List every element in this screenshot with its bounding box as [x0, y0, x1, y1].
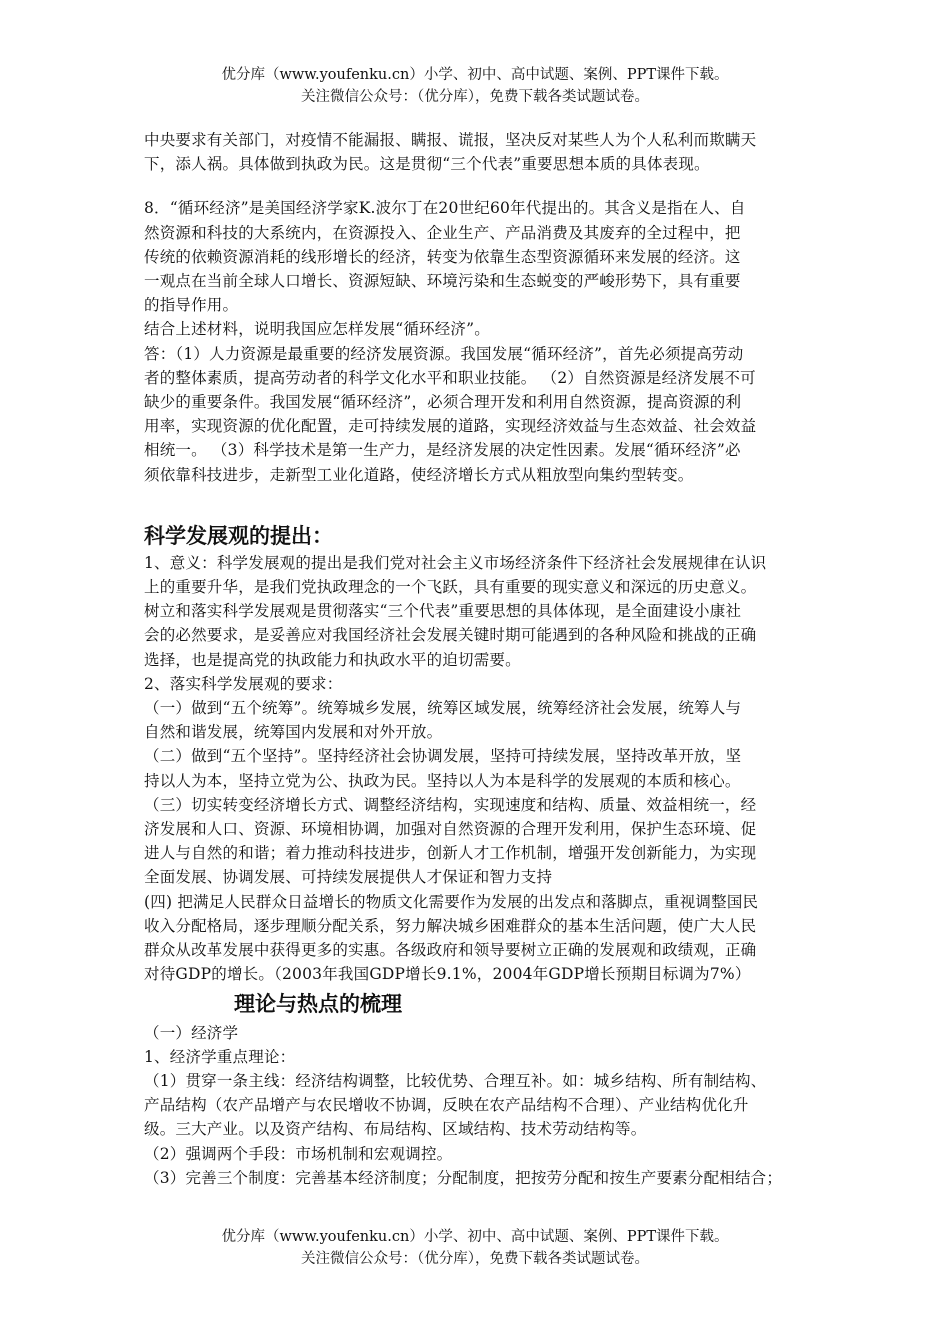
- text-line: 收入分配格局，逐步理顺分配关系，努力解决城乡困难群众的基本生活问题，使广大人民: [144, 916, 757, 935]
- text-line: 1、意义：科学发展观的提出是我们党对社会主义市场经济条件下经济社会发展规律在认识: [144, 553, 767, 572]
- section-heading: 科学发展观的提出：: [144, 523, 333, 548]
- answer-line: 答：（1）人力资源是最重要的经济发展资源。我国发展“循环经济”，首先必须提高劳动: [144, 344, 744, 363]
- text-line: 然资源和科技的大系统内，在资源投入、企业生产、产品消费及其废弃的全过程中，把: [144, 223, 741, 242]
- text-line: （一）经济学: [144, 1023, 239, 1042]
- text-line: （三）切实转变经济增长方式、调整经济结构，实现速度和结构、质量、效益相统一，经: [144, 795, 757, 814]
- text-line: （3）完善三个制度：完善基本经济制度；分配制度，把按劳分配和按生产要素分配相结合；: [144, 1168, 783, 1187]
- scientific-outlook-section: [144, 521, 814, 987]
- text-line: 持以人为本，坚持立党为公、执政为民。坚持以人为本是科学的发展观的本质和核心。: [144, 771, 741, 790]
- text-line: 级。三大产业。以及资产结构、布局结构、区域结构、技术劳动结构等。: [144, 1120, 647, 1139]
- text-line: 群众从改革发展中获得更多的实惠。各级政府和领导要树立正确的发展观和政绩观，正确: [144, 941, 757, 960]
- text-line: 产品结构（农产品增产与农民增收不协调，反映在农产品结构不合理）、产业结构优化升: [144, 1096, 749, 1115]
- header-line-2: 关注微信公众号：（优分库），免费下载各类试题试卷。: [301, 89, 649, 105]
- text-line: （1）贯穿一条主线：经济结构调整，比较优势、合理互补。如：城乡结构、所有制结构、: [144, 1071, 767, 1090]
- text-line: (四) 把满足人民群众日益增长的物质文化需要作为发展的出发点和落脚点，重视调整国民: [144, 892, 759, 911]
- text-line: 济发展和人口、资源、环境相协调，加强对自然资源的合理开发利用，保护生态环境、促: [144, 820, 757, 839]
- text-line: 下，添人祸。具体做到执政为民。这是贯彻“三个代表”重要思想本质的具体表现。: [144, 155, 710, 174]
- text-line: 传统的依赖资源消耗的线形增长的经济，转变为依靠生态型资源循环来发展的经济。这: [144, 247, 741, 266]
- text-line: 进人与自然的和谐；着力推动科技进步，创新人才工作机制，增强开发创新能力，为实现: [144, 844, 757, 863]
- answer-line: 须依靠科技进步，走新型工业化道路，使经济增长方式从粗放型向集约型转变。: [144, 465, 694, 484]
- text-line: 的指导作用。: [144, 296, 239, 315]
- theory-section: [144, 987, 814, 1190]
- text-line: 上的重要升华，是我们党执政理念的一个飞跃，具有重要的现实意义和深远的历史意义。: [144, 578, 757, 597]
- footer-line-1: 优分库（www.youfenku.cn）小学、初中、高中试题、案例、PPT课件下载。: [221, 1229, 729, 1245]
- document-body: [144, 128, 814, 1190]
- intro-paragraph: [144, 128, 814, 176]
- text-line: 一观点在当前全球人口增长、资源短缺、环境污染和生态蜕变的严峻形势下，具有重要: [144, 272, 741, 291]
- text-line: 对待GDP的增长。（2003年我国GDP增长9.1%，2004年GDP增长预期目标调为7%）: [144, 965, 751, 984]
- text-line: 2、落实科学发展观的要求：: [144, 674, 343, 693]
- section-heading: 理论与热点的梳理: [234, 991, 402, 1016]
- text-line: 树立和落实科学发展观是贯彻落实“三个代表”重要思想的具体体现，是全面建设小康社: [144, 602, 742, 621]
- answer-line: 者的整体素质，提高劳动者的科学文化水平和职业技能。 （2）自然资源是经济发展不可: [144, 368, 756, 387]
- text-line: 中央要求有关部门，对疫情不能漏报、瞒报、谎报，坚决反对某些人为个人私利而欺瞒天: [144, 131, 757, 149]
- text-line: （一）做到“五个统筹”。统筹城乡发展，统筹区域发展，统筹经济社会发展，统筹人与: [144, 699, 742, 718]
- answer-line: 用率，实现资源的优化配置，走可持续发展的道路，实现经济效益与生态效益、社会效益: [144, 417, 757, 436]
- text-line: 全面发展、协调发展、可持续发展提供人才保证和智力支持: [144, 868, 553, 887]
- text-line: （2）强调两个手段：市场机制和宏观调控。: [144, 1144, 453, 1163]
- header-line-1: 优分库（www.youfenku.cn）小学、初中、高中试题、案例、PPT课件下载。: [221, 67, 729, 83]
- question-prompt: 结合上述材料，说明我国应怎样发展“循环经济”。: [144, 320, 490, 339]
- text-line: （二）做到“五个坚持”。坚持经济社会协调发展，坚持可持续发展，坚持改革开放，坚: [144, 747, 742, 766]
- answer-line: 缺少的重要条件。我国发展“循环经济”，必须合理开发和利用自然资源，提高资源的利: [144, 393, 742, 412]
- question-8: [144, 196, 814, 486]
- answer-line: 相统一。 （3）科学技术是第一生产力，是经济发展的决定性因素。发展“循环经济”必: [144, 441, 741, 460]
- page-footer: [0, 1226, 950, 1270]
- text-line: 会的必然要求，是妥善应对我国经济社会发展关键时期可能遇到的各种风险和挑战的正确: [144, 626, 757, 645]
- page-header: [0, 64, 950, 108]
- text-line: 选择，也是提高党的执政能力和执政水平的迫切需要。: [144, 650, 521, 669]
- text-line: 1、经济学重点理论：: [144, 1047, 296, 1066]
- text-line: 自然和谐发展，统筹国内发展和对外开放。: [144, 723, 443, 742]
- text-line: 8．“循环经济”是美国经济学家K.波尔丁在20世纪60年代提出的。其含义是指在人、自: [144, 199, 746, 218]
- footer-line-2: 关注微信公众号：（优分库），免费下载各类试题试卷。: [301, 1251, 649, 1267]
